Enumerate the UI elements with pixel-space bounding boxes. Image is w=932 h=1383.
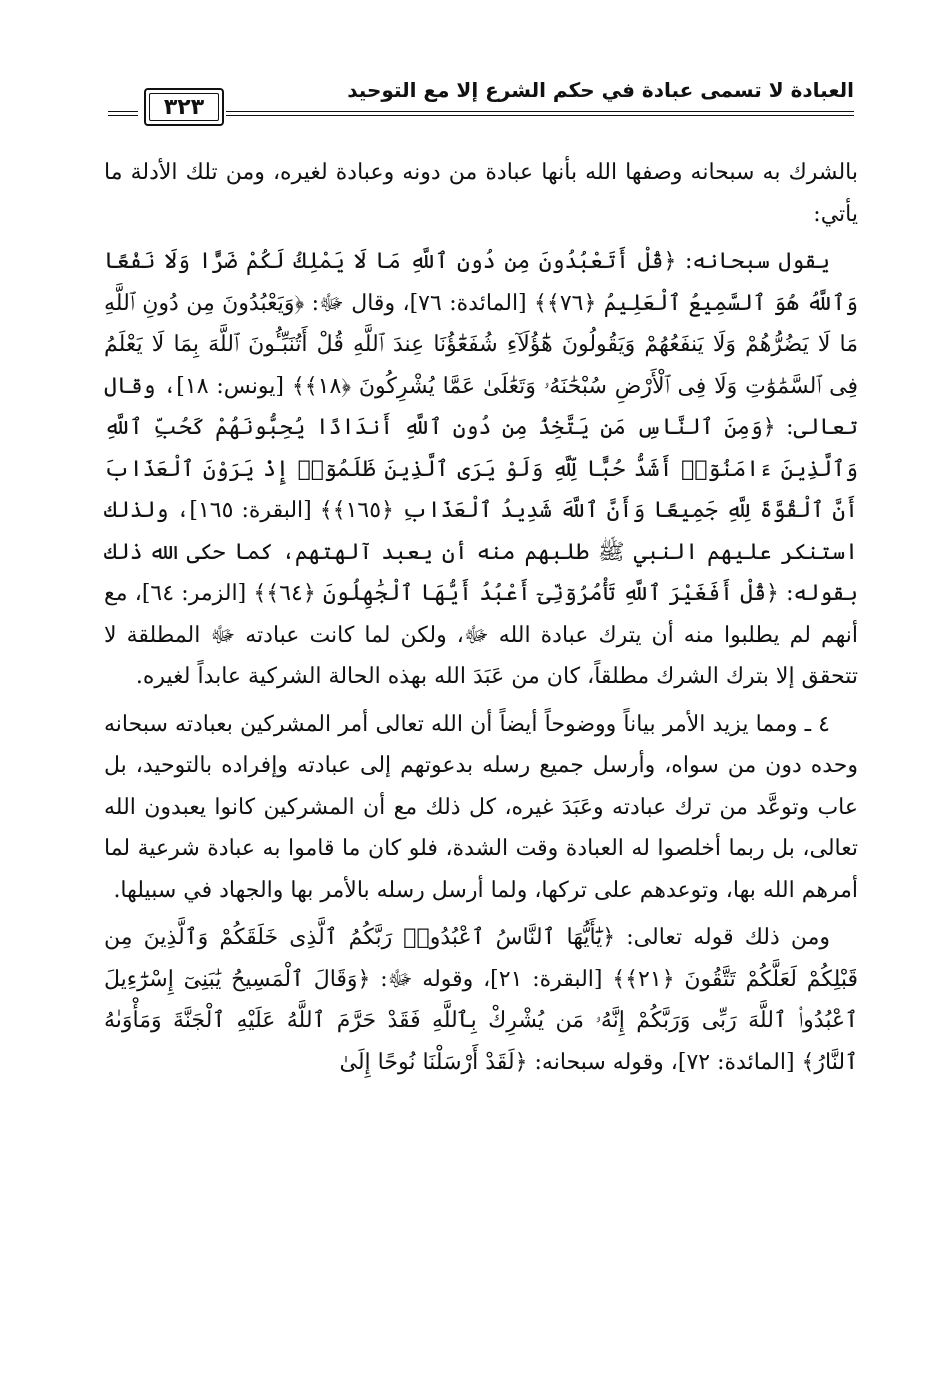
paragraph: ٤ ـ ومما يزيد الأمر بياناً ووضوحاً أيضاً أن الله تعالى أمر المشركين بعبادته سبحانه وحده دون من سواه، وأرسل جميع رسله بدعوتهم إلى عبادته وإفراده بالتوحيد، بل عاب وتوعَّد من ترك عبادته وعَبَدَ غيره، كل ذلك مع أن المشركين كانوا يعبدون الله تعالى، بل ربما أخلصوا له العبادة وقت الشدة، فلو كان ما قاموا به عبادة شرعية لما أمرهم الله بها، وتوعدهم على تركها، ولما أرسل رسله بالأمر بها والجهاد في سبيلها. xyxy=(104,711,858,903)
page-number: ٣٢٣ xyxy=(163,94,205,120)
running-title: العبادة لا تسمى عبادة في حكم الشرع إلا مع التوحيد xyxy=(347,78,854,102)
header-rule xyxy=(226,111,854,116)
paragraph: ومن ذلك قوله تعالى: ﴿يَٰٓأَيُّهَا ٱلنَّاسُ ٱعْبُدُوا۟ رَبَّكُمُ ٱلَّذِى خَلَقَكُمْ وَٱلَّذِينَ مِن قَبْلِكُمْ لَعَلَّكُمْ تَتَّقُونَ ﴿٢١﴾﴾ [البقرة: ٢١]، وقوله ﷻ: ﴿وَقَالَ ٱلْمَسِيحُ يَٰبَنِىٓ إِسْرَٰٓءِيلَ ٱعْبُدُوا۟ ٱللَّهَ رَبِّى وَرَبَّكُمْ إِنَّهُۥ مَن يُشْرِكْ بِٱللَّهِ فَقَدْ حَرَّمَ ٱللَّهُ عَلَيْهِ ٱلْجَنَّةَ وَمَأْوَىٰهُ ٱلنَّارُ﴾ [المائدة: ٧٢]، وقوله سبحانه: ﴿لَقَدْ أَرْسَلْنَا نُوحًا إِلَىٰ xyxy=(104,925,858,1075)
paragraph: يقول سبحانه: ﴿قُلْ أَتَعْبُدُونَ مِن دُونِ ٱللَّهِ مَا لَا يَمْلِكُ لَكُمْ ضَرًّا وَلَا نَفْعًا وَٱللَّهُ هُوَ ٱلسَّمِيعُ ٱلْعَلِيمُ ﴿٧٦﴾﴾ [المائدة: ٧٦]، وقال ﷻ: ﴿وَيَعْبُدُونَ مِن دُونِ ٱللَّهِ مَا لَا يَضُرُّهُمْ وَلَا يَنفَعُهُمْ وَيَقُولُونَ هَٰٓؤُلَآءِ شُفَعَٰٓؤُنَا عِندَ ٱللَّهِ قُلْ أَتُنَبِّـُٔونَ ٱللَّهَ بِمَا لَا يَعْلَمُ فِى ٱلسَّمَٰوَٰتِ وَلَا فِى ٱلْأَرْضِ سُبْحَٰنَهُۥ وَتَعَٰلَىٰ عَمَّا يُشْرِكُونَ ﴿١٨﴾﴾ [يونس: ١٨]، وقال تعالى: ﴿وَمِنَ ٱلنَّاسِ مَن يَتَّخِذُ مِن دُونِ ٱللَّهِ أَندَادًا يُحِبُّونَهُمْ كَحُبِّ ٱللَّهِ وَٱلَّذِينَ ءَامَنُوٓا۟ أَشَدُّ حُبًّا لِّلَّهِ وَلَوْ يَرَى ٱلَّذِينَ ظَلَمُوٓا۟ إِذْ يَرَوْنَ ٱلْعَذَابَ أَنَّ ٱلْقُوَّةَ لِلَّهِ جَمِيعًا وَأَنَّ ٱللَّهَ شَدِيدُ ٱلْعَذَابِ ﴿١٦٥﴾﴾ [البقرة: ١٦٥]، ولذلك استنكر عليهم النبي ﷺ طلبهم منه أن يعبد آلهتهم، كما حكى الله ذلك بقوله: ﴿قُلْ أَفَغَيْرَ ٱللَّهِ تَأْمُرُوٓنِّىٓ أَعْبُدُ أَيُّهَا ٱلْجَٰهِلُونَ ﴿٦٤﴾﴾ [الزمر: ٦٤]، مع أنهم لم يطلبوا منه أن يترك عبادة الله ﷻ، ولكن لما كانت عبادته ﷻ المطلقة لا تتحقق إلا بترك الشرك مطلقاً، كان من عَبَدَ الله بهذه الحالة الشركية عابداً لغيره. xyxy=(104,249,858,689)
body-text xyxy=(104,152,858,1332)
header-rule-stub xyxy=(108,111,138,116)
paragraph: بالشرك به سبحانه وصفها الله بأنها عبادة من دونه وعبادة لغيره، ومن تلك الأدلة ما يأتي: xyxy=(104,160,858,227)
page-number-frame xyxy=(144,88,224,126)
page-header xyxy=(108,78,854,124)
